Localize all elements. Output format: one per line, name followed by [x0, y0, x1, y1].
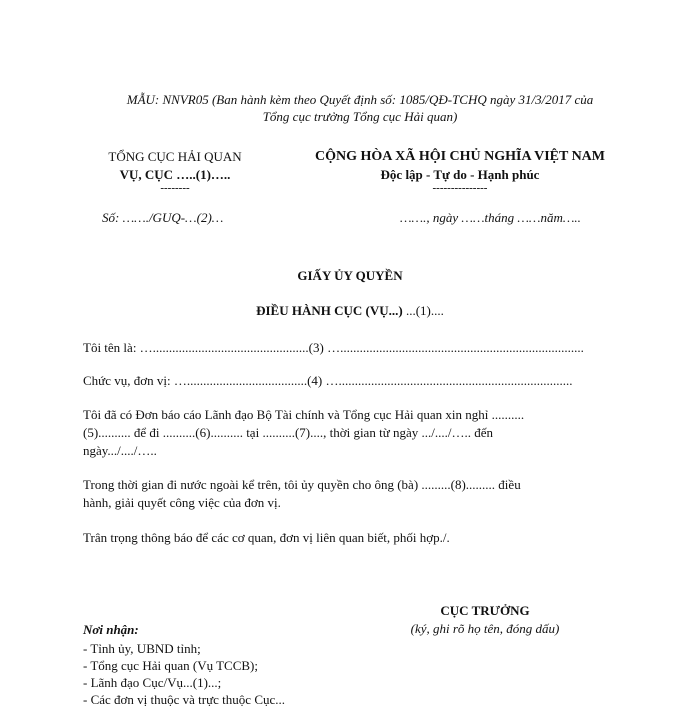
- report-line-1: Tôi đã có Đơn báo cáo Lãnh đạo Bộ Tài chính và Tổng cục Hải quan xin nghỉ ..........: [83, 407, 525, 422]
- national-heading: [280, 148, 640, 194]
- delegation-paragraph: [83, 476, 521, 512]
- report-line-3: ngày.../..../…..: [83, 443, 157, 458]
- document-subtitle: [0, 303, 700, 319]
- document-title: GIẤY ỦY QUYỀN: [297, 268, 403, 283]
- country-name: CỘNG HÒA XÃ HỘI CHỦ NGHĨA VIỆT NAM: [314, 149, 605, 164]
- subtitle-bold: ĐIỀU HÀNH CỤC (VỤ...): [256, 303, 403, 318]
- department-name: VỤ, CỤC …..(1)…..: [119, 167, 231, 182]
- org-name: TỔNG CỤC HẢI QUAN: [108, 149, 242, 164]
- recipient-item: - Tổng cục Hải quan (Vụ TCCB);: [83, 658, 258, 673]
- name-line: Tôi tên là: …................................................(3) …...........................................................................: [83, 340, 584, 355]
- issuing-organization: [70, 148, 280, 194]
- report-line-2: (5).......... để đi ..........(6).......... tại ..........(7)...., thời gian từ ngày .../..../….. đến: [83, 425, 494, 440]
- closing-line: Trân trọng thông báo để các cơ quan, đơn vị liên quan biết, phối hợp./.: [83, 530, 450, 545]
- org-divider: --------: [160, 182, 190, 194]
- template-note-line-2: Tổng cục trưởng Tổng cục Hải quan): [262, 109, 458, 124]
- template-note-line-1: MẪU: NNVR05 (Ban hành kèm theo Quyết định số: 1085/QĐ-TCHQ ngày 31/3/2017 của: [126, 92, 594, 107]
- motto-divider: ---------------: [432, 182, 488, 194]
- recipient-item: - Tỉnh ủy, UBND tỉnh;: [83, 641, 201, 656]
- report-paragraph: [83, 406, 524, 460]
- document-number: Số: ……./GUQ-…(2)…: [102, 210, 224, 225]
- delegation-line-1: Trong thời gian đi nước ngoài kể trên, tôi ủy quyền cho ông (bà) .........(8)......... điều: [83, 477, 521, 492]
- national-motto: Độc lập - Tự do - Hạnh phúc: [380, 167, 540, 182]
- recipient-item: - Các đơn vị thuộc và trực thuộc Cục...: [83, 692, 286, 707]
- document-date: ……., ngày ……tháng ……năm…..: [400, 210, 581, 225]
- position-line: Chức vụ, đơn vị: ….....................................(4) …........................................................................: [83, 373, 573, 388]
- template-note: [60, 91, 660, 125]
- recipients-heading: Nơi nhận:: [83, 622, 139, 637]
- delegation-line-2: hành, giải quyết công việc của đơn vị.: [83, 495, 281, 510]
- signer-note: (ký, ghi rõ họ tên, đóng dấu): [410, 621, 560, 636]
- recipients-list: [83, 640, 285, 708]
- signer-block: [380, 602, 590, 638]
- subtitle-rest: ...(1)....: [402, 303, 444, 318]
- recipient-item: - Lãnh đạo Cục/Vụ...(1)...;: [83, 675, 222, 690]
- signer-title: CỤC TRƯỞNG: [440, 603, 530, 618]
